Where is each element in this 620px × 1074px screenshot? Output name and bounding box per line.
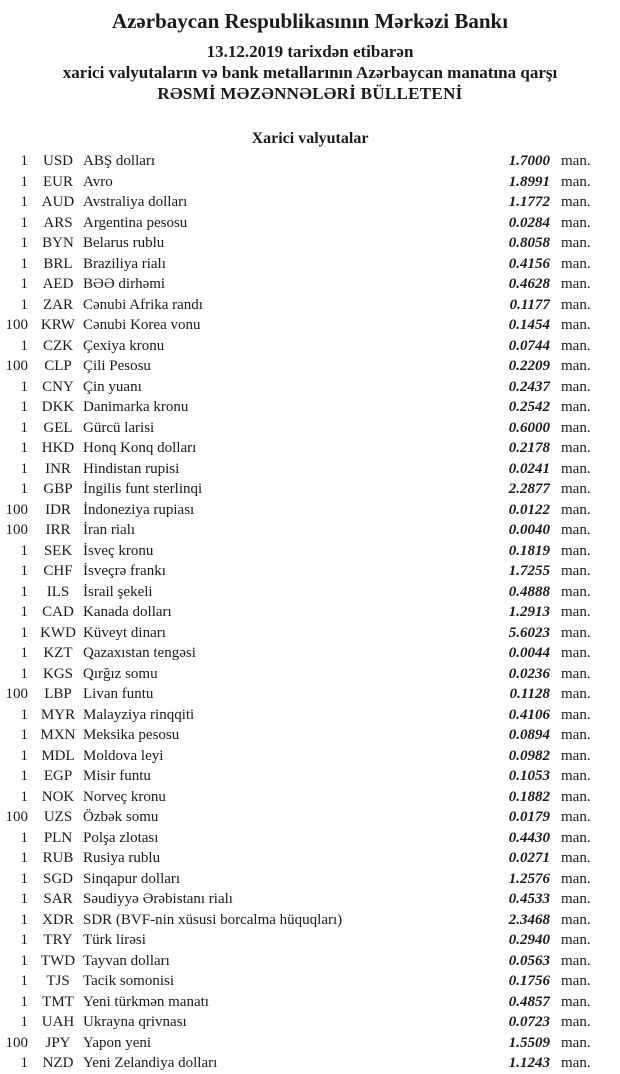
row-rate: 0.2437 [508,378,550,395]
row-quantity: 1 [20,337,28,354]
row-quantity: 1 [20,768,28,784]
row-currency-code: CHF [43,563,73,579]
row-currency-code: AUD [41,194,75,210]
row-currency-name: Türk lirəsi [83,932,146,948]
row-quantity: 100 [5,686,28,702]
row-quantity: 1 [20,563,28,579]
row-quantity: 1 [20,235,28,251]
row-currency-code: KRW [40,317,76,333]
row-currency-code: CAD [42,604,74,620]
row-currency-name: ABŞ dolları [83,153,156,169]
row-rate: 0.2178 [508,440,550,456]
row-rate: 1.2576 [508,870,550,887]
row-quantity: 1 [20,296,28,313]
row-unit: man. [561,337,591,354]
table-row [0,930,620,951]
row-currency-name: Livan funtu [83,686,154,702]
table-row [0,725,620,746]
bulletin-header [0,7,620,105]
row-quantity: 1 [20,911,28,928]
row-currency-code: AED [42,276,74,292]
row-unit: man. [561,378,591,395]
row-currency-code: EUR [43,173,73,190]
page-title: Azərbaycan Respublikasının Mərkəzi Bankı [111,9,509,33]
row-rate: 1.7000 [508,153,550,169]
row-quantity: 1 [20,460,28,477]
table-row [0,356,620,377]
row-currency-code: BYN [42,235,74,251]
row-unit: man. [561,1034,591,1051]
table-row [0,541,620,562]
row-currency-name: İndoneziya rupiası [83,501,195,518]
row-unit: man. [561,829,591,846]
row-currency-name: Qırğız somu [83,665,158,682]
row-currency-name: Argentina pesosu [83,214,188,231]
row-quantity: 1 [20,276,28,292]
row-rate: 0.0284 [508,214,550,231]
row-rate: 0.0044 [508,645,550,661]
row-rate: 0.0723 [508,1014,550,1030]
row-currency-name: Ukrayna qrivnası [83,1014,187,1030]
table-row [0,561,620,582]
row-currency-name: Yapon yeni [83,1034,152,1051]
row-rate: 1.1243 [508,1055,550,1071]
row-unit: man. [561,255,591,272]
row-rate: 1.7255 [508,563,550,579]
row-quantity: 1 [20,399,28,415]
row-currency-name: Rusiya rublu [83,850,161,866]
table-row [0,582,620,603]
table-row [0,992,620,1013]
row-unit: man. [561,276,591,292]
row-currency-name: Çili Pesosu [83,358,151,374]
row-rate: 2.3468 [508,911,550,928]
row-quantity: 100 [5,522,28,538]
table-row [0,705,620,726]
row-rate: 0.0179 [508,809,550,825]
table-row [0,828,620,849]
row-rate: 0.1177 [509,296,550,313]
row-currency-name: İran rialı [83,522,136,538]
row-currency-code: TWD [40,952,76,969]
row-quantity: 1 [20,583,28,600]
row-currency-name: İsveç kronu [83,542,154,559]
row-quantity: 1 [20,153,28,169]
row-currency-name: Honq Konq dolları [83,440,197,456]
row-quantity: 100 [5,358,28,374]
table-row [0,397,620,418]
row-unit: man. [561,747,591,764]
row-currency-name: Tayvan dolları [83,952,170,969]
row-unit: man. [561,727,591,743]
table-row [0,664,620,685]
row-unit: man. [561,870,591,887]
row-rate: 0.1882 [508,788,550,805]
row-rate: 0.2940 [508,932,550,948]
row-currency-code: GBP [43,481,73,497]
row-unit: man. [561,194,591,210]
row-quantity: 1 [20,952,28,969]
row-currency-code: SAR [43,891,73,907]
row-currency-code: JPY [45,1034,71,1051]
row-rate: 1.2913 [508,604,550,620]
table-row [0,192,620,213]
table-row [0,602,620,623]
row-unit: man. [561,542,591,559]
row-quantity: 1 [20,993,28,1010]
row-quantity: 1 [20,255,28,272]
table-row [0,213,620,234]
row-currency-name: Danimarka kronu [83,399,189,415]
row-unit: man. [561,809,591,825]
row-currency-code: KZT [43,645,73,661]
row-unit: man. [561,932,591,948]
row-quantity: 1 [20,829,28,846]
row-rate: 0.4106 [508,706,550,723]
row-unit: man. [561,440,591,456]
row-currency-code: XDR [42,911,74,928]
table-row [0,418,620,439]
row-rate: 0.0040 [508,522,550,538]
row-unit: man. [561,952,591,969]
row-currency-code: GEL [43,419,73,436]
row-quantity: 1 [20,440,28,456]
row-unit: man. [561,214,591,231]
table-row [0,500,620,521]
row-quantity: 1 [20,706,28,723]
row-rate: 0.4156 [508,255,550,272]
row-rate: 0.0122 [508,501,550,518]
row-currency-code: CZK [43,337,73,354]
row-currency-code: TMT [42,993,74,1010]
table-row [0,172,620,193]
table-row [0,971,620,992]
rates-table [0,151,620,1074]
row-currency-name: Misir funtu [83,768,151,784]
row-rate: 0.0894 [508,727,550,743]
row-rate: 0.0241 [508,460,550,477]
row-currency-name: BƏƏ dirhəmi [83,276,166,292]
row-rate: 0.0236 [508,665,550,682]
row-currency-name: Moldova leyi [83,747,164,764]
row-currency-name: Belarus rublu [83,235,165,251]
row-currency-code: CNY [42,378,74,395]
row-unit: man. [561,911,591,928]
row-currency-code: ARS [43,214,73,231]
row-currency-code: INR [45,460,71,477]
table-row [0,787,620,808]
row-currency-code: IDR [45,501,71,518]
row-quantity: 1 [20,194,28,210]
row-quantity: 1 [20,932,28,948]
row-currency-name: Yeni türkmən manatı [83,993,209,1010]
row-currency-code: TRY [43,932,73,948]
row-currency-name: İsveçrə frankı [83,563,166,579]
row-rate: 1.5509 [508,1034,550,1051]
table-row [0,295,620,316]
table-row [0,254,620,275]
row-unit: man. [561,993,591,1010]
row-quantity: 100 [5,809,28,825]
row-unit: man. [561,768,591,784]
table-row [0,766,620,787]
row-quantity: 1 [20,378,28,395]
row-unit: man. [561,788,591,805]
row-currency-code: KGS [42,665,73,682]
row-currency-code: KWD [40,624,76,641]
table-row [0,459,620,480]
row-currency-name: Qazaxıstan tengəsi [83,645,196,661]
row-unit: man. [561,604,591,620]
table-row [0,1053,620,1074]
row-unit: man. [561,419,591,436]
row-currency-code: MXN [40,727,76,743]
row-rate: 0.6000 [508,419,550,436]
row-currency-code: RUB [42,850,74,866]
row-currency-code: USD [42,153,73,169]
table-row [0,951,620,972]
row-currency-code: HKD [41,440,75,456]
row-currency-code: ILS [46,583,70,600]
effective-date-line: 13.12.2019 tarixdən etibarən [206,42,414,61]
row-currency-name: Çin yuanı [83,378,142,395]
row-rate: 0.2209 [508,358,550,374]
row-quantity: 100 [5,501,28,518]
row-unit: man. [561,358,591,374]
row-quantity: 1 [20,481,28,497]
row-currency-name: Cənubi Korea vonu [83,317,201,333]
row-currency-name: Özbək somu [83,809,159,825]
row-quantity: 1 [20,665,28,682]
row-quantity: 100 [5,317,28,333]
row-rate: 0.1819 [508,542,550,559]
row-unit: man. [561,460,591,477]
row-unit: man. [561,583,591,600]
row-currency-code: MYR [40,706,76,723]
row-currency-name: SDR (BVF-nin xüsusi borcalma hüquqları) [83,911,343,928]
row-rate: 0.2542 [508,399,550,415]
row-currency-code: MDL [41,747,75,764]
table-row [0,233,620,254]
row-quantity: 1 [20,624,28,641]
table-row [0,1012,620,1033]
row-currency-code: EGP [43,768,73,784]
row-currency-name: Braziliya rialı [83,255,166,272]
row-currency-name: Norveç kronu [83,788,166,805]
row-unit: man. [561,665,591,682]
row-currency-name: Hindistan rupisi [83,460,180,477]
row-currency-name: Avstraliya dolları [83,194,188,210]
table-row [0,643,620,664]
row-unit: man. [561,1055,591,1071]
row-unit: man. [561,706,591,723]
row-quantity: 1 [20,727,28,743]
row-quantity: 1 [20,645,28,661]
row-currency-code: DKK [41,399,75,415]
row-rate: 0.1454 [508,317,550,333]
table-row [0,438,620,459]
row-unit: man. [561,501,591,518]
table-row [0,910,620,931]
row-currency-name: Malayziya rinqqiti [83,706,195,723]
row-currency-name: İsrail şekeli [83,583,153,600]
row-unit: man. [561,317,591,333]
row-currency-name: Yeni Zelandiya dolları [83,1055,218,1071]
row-unit: man. [561,686,591,702]
row-quantity: 1 [20,870,28,887]
bulletin-title: RƏSMİ MƏZƏNNƏLƏRİ BÜLLETENİ [157,84,463,103]
row-quantity: 1 [20,891,28,907]
row-rate: 0.4430 [508,829,550,846]
row-rate: 5.6023 [508,624,550,641]
row-unit: man. [561,481,591,497]
row-quantity: 1 [20,214,28,231]
row-currency-name: Tacik somonisi [83,973,175,989]
row-currency-code: PLN [43,829,73,846]
row-currency-name: Kanada dolları [83,604,172,620]
row-currency-code: IRR [45,522,71,538]
table-row [0,684,620,705]
row-unit: man. [561,645,591,661]
row-quantity: 1 [20,788,28,805]
subtitle-line: xarici valyutaların və bank metallarının Azərbaycan manatına qarşı [62,63,558,82]
row-currency-name: Meksika pesosu [83,727,180,743]
table-row [0,869,620,890]
row-unit: man. [561,522,591,538]
row-currency-code: SEK [43,542,73,559]
row-unit: man. [561,399,591,415]
row-currency-code: BRL [43,255,73,272]
table-row [0,274,620,295]
table-row [0,623,620,644]
table-row [0,336,620,357]
row-quantity: 1 [20,1014,28,1030]
table-row [0,377,620,398]
row-currency-code: NZD [42,1055,74,1071]
row-currency-code: SGD [42,870,73,887]
row-quantity: 1 [20,1055,28,1071]
row-currency-code: LBP [44,686,72,702]
row-unit: man. [561,973,591,989]
row-unit: man. [561,891,591,907]
row-quantity: 1 [20,850,28,866]
row-currency-name: Səudiyyə Ərəbistanı rialı [83,891,233,907]
table-row [0,520,620,541]
row-quantity: 1 [20,419,28,436]
row-rate: 0.1756 [508,973,550,989]
row-rate: 0.0563 [508,952,550,969]
row-rate: 0.4857 [508,993,550,1010]
section-title-foreign-currencies: Xarici valyutalar [251,130,369,147]
row-currency-name: Polşa zlotası [83,829,159,846]
table-row [0,889,620,910]
row-rate: 0.0982 [508,747,550,764]
row-quantity: 1 [20,604,28,620]
row-rate: 2.2877 [508,481,550,497]
row-quantity: 100 [5,1034,28,1051]
row-rate: 0.4533 [508,891,550,907]
row-unit: man. [561,563,591,579]
row-currency-name: Avro [83,173,113,190]
row-rate: 1.8991 [508,173,550,190]
row-currency-code: NOK [41,788,75,805]
row-rate: 0.4628 [508,276,550,292]
row-unit: man. [561,850,591,866]
row-rate: 0.8058 [508,235,550,251]
row-quantity: 1 [20,747,28,764]
row-currency-code: UAH [41,1014,75,1030]
row-quantity: 1 [20,173,28,190]
row-currency-code: TJS [46,973,70,989]
row-unit: man. [561,624,591,641]
table-row [0,151,620,172]
row-currency-code: CLP [44,358,72,374]
row-unit: man. [561,153,591,169]
table-row [0,1033,620,1054]
row-rate: 0.4888 [508,583,550,600]
row-currency-name: Cənubi Afrika randı [83,296,203,313]
row-unit: man. [561,1014,591,1030]
row-quantity: 1 [20,542,28,559]
row-rate: 0.1128 [509,686,550,702]
row-currency-code: UZS [43,809,73,825]
table-row [0,807,620,828]
row-currency-name: Gürcü larisi [83,419,155,436]
row-currency-name: İngilis funt sterlinqi [83,481,203,497]
row-currency-code: ZAR [43,296,73,313]
table-row [0,848,620,869]
row-currency-name: Çexiya kronu [83,337,165,354]
row-rate: 0.0271 [508,850,550,866]
row-currency-name: Sinqapur dolları [83,870,181,887]
table-row [0,479,620,500]
row-rate: 1.1772 [508,194,550,210]
row-rate: 0.1053 [508,768,550,784]
row-currency-name: Küveyt dinarı [83,624,166,641]
table-row [0,746,620,767]
row-rate: 0.0744 [508,337,550,354]
row-unit: man. [561,173,591,190]
row-unit: man. [561,296,591,313]
row-quantity: 1 [20,973,28,989]
table-row [0,315,620,336]
row-unit: man. [561,235,591,251]
